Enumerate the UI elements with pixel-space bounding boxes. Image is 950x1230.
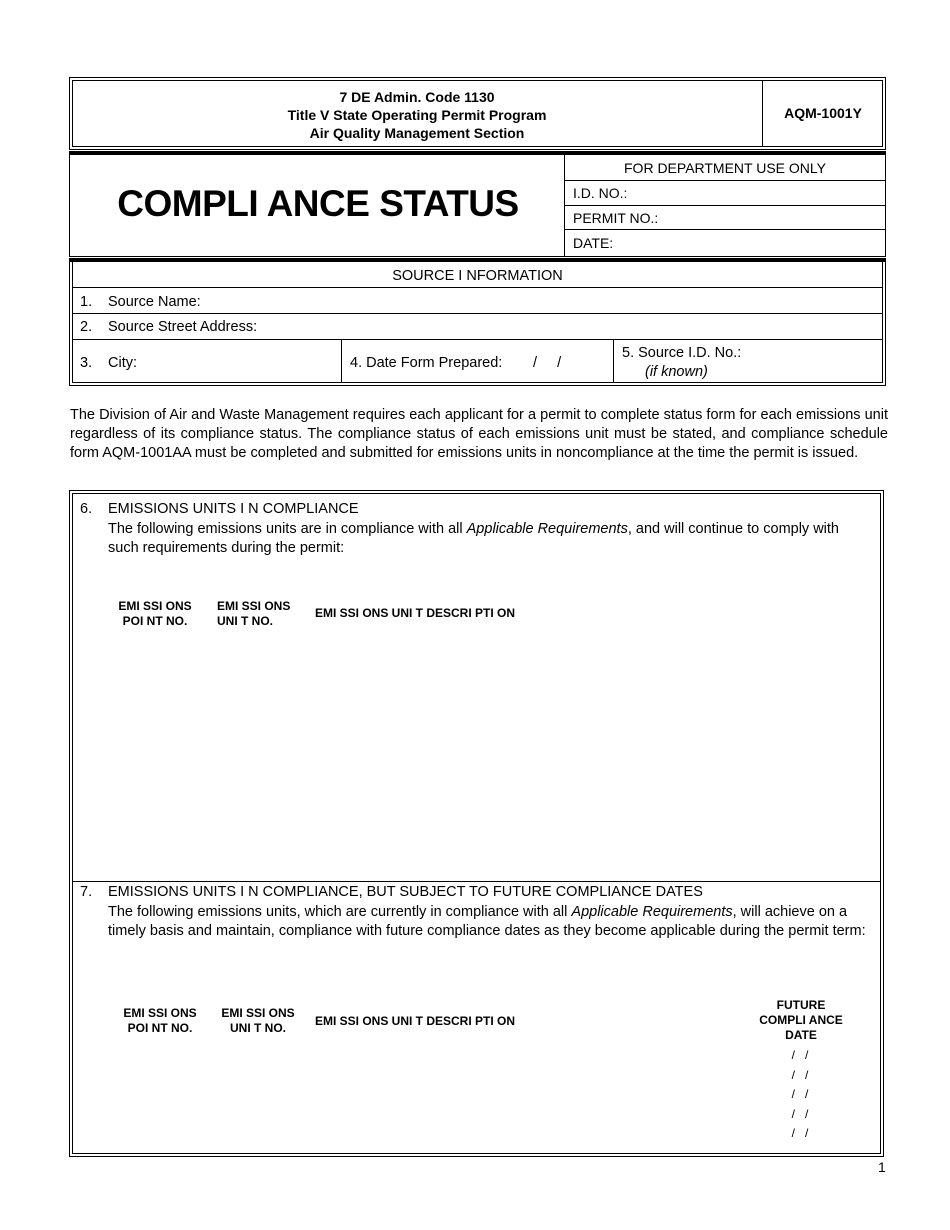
future-date-slashes: / / [791,1106,809,1121]
section6-text: The following emissions units are in compliance with all Applicable Requirements, and will continue to comply with such requirements during the permit: [108,521,839,556]
page-number: 1 [878,1159,886,1175]
section6-col-desc: EMI SSI ONS UNI T DESCRI PTI ON [315,606,516,620]
future-date-slashes: / / [791,1087,809,1101]
intro-paragraph [70,406,888,463]
source-name-label: Source Name: [108,294,201,310]
future-date-slashes: / / [791,1067,809,1082]
source-address-num: 2. [80,319,93,335]
source-info-heading: SOURCE I NFORMATION [392,268,563,284]
section6-heading: EMISSIONS UNITS I N COMPLIANCE [108,501,359,517]
section7-col-point: EMI SSI ONS POI NT NO. [123,1006,197,1035]
source-address-label: Source Street Address: [108,319,258,335]
source-name-num: 1. [80,294,93,310]
section7-num: 7. [80,884,93,900]
page-title: COMPLI ANCE STATUS [117,183,519,224]
future-date-list [775,1046,825,1144]
date-prepared-slashes: / / [533,355,562,371]
dept-permit-label: PERMIT NO.: [573,210,659,226]
future-date-slashes: / / [791,1126,809,1140]
form-id: AQM-1001Y [784,105,862,121]
header-code: 7 DE Admin. Code 1130 [339,89,495,105]
section7-col-future: FUTURE COMPLI ANCE DATE [759,998,843,1042]
section7-col-unit: EMI SSI ONS UNI T NO. [221,1006,295,1035]
dept-date-label: DATE: [573,235,614,251]
intro-text: The Division of Air and Waste Management requires each applicant for a permit to complete status form for each emissions unit regardless of its compliance status. The compliance status of each emissions unit must be stated, and compliance schedule form AQM-1001AA must be completed and submitted for emissions units in noncompliance at the time the permit is issued. [70,407,888,461]
header-program: Title V State Operating Permit Program [287,107,547,123]
header-section: Air Quality Management Section [309,125,525,141]
section6-col-unit: EMI SSI ONS UNI T NO. [217,599,291,628]
section7-heading: EMISSIONS UNITS I N COMPLIANCE, BUT SUBJECT TO FUTURE COMPLIANCE DATES [108,884,703,900]
source-id-label: 5. Source I.D. No.: [622,345,742,361]
dept-use-heading: FOR DEPARTMENT USE ONLY [624,160,826,176]
city-num: 3. [80,355,93,371]
section7-col-desc: EMI SSI ONS UNI T DESCRI PTI ON [315,1014,516,1028]
dept-id-label: I.D. NO.: [573,185,628,201]
source-id-note: (if known) [645,364,708,380]
section6-num: 6. [80,501,93,517]
future-date-slashes: / / [791,1048,809,1062]
city-label: City: [108,355,137,371]
date-prepared-label: 4. Date Form Prepared: [350,355,503,371]
section6-col-point: EMI SSI ONS POI NT NO. [118,599,192,628]
section7-text: The following emissions units, which are currently in compliance with all Applicable Requirements, will achieve on a timely basis and maintain, compliance with future compliance dates as they become applicable during the permit term: [108,904,866,939]
